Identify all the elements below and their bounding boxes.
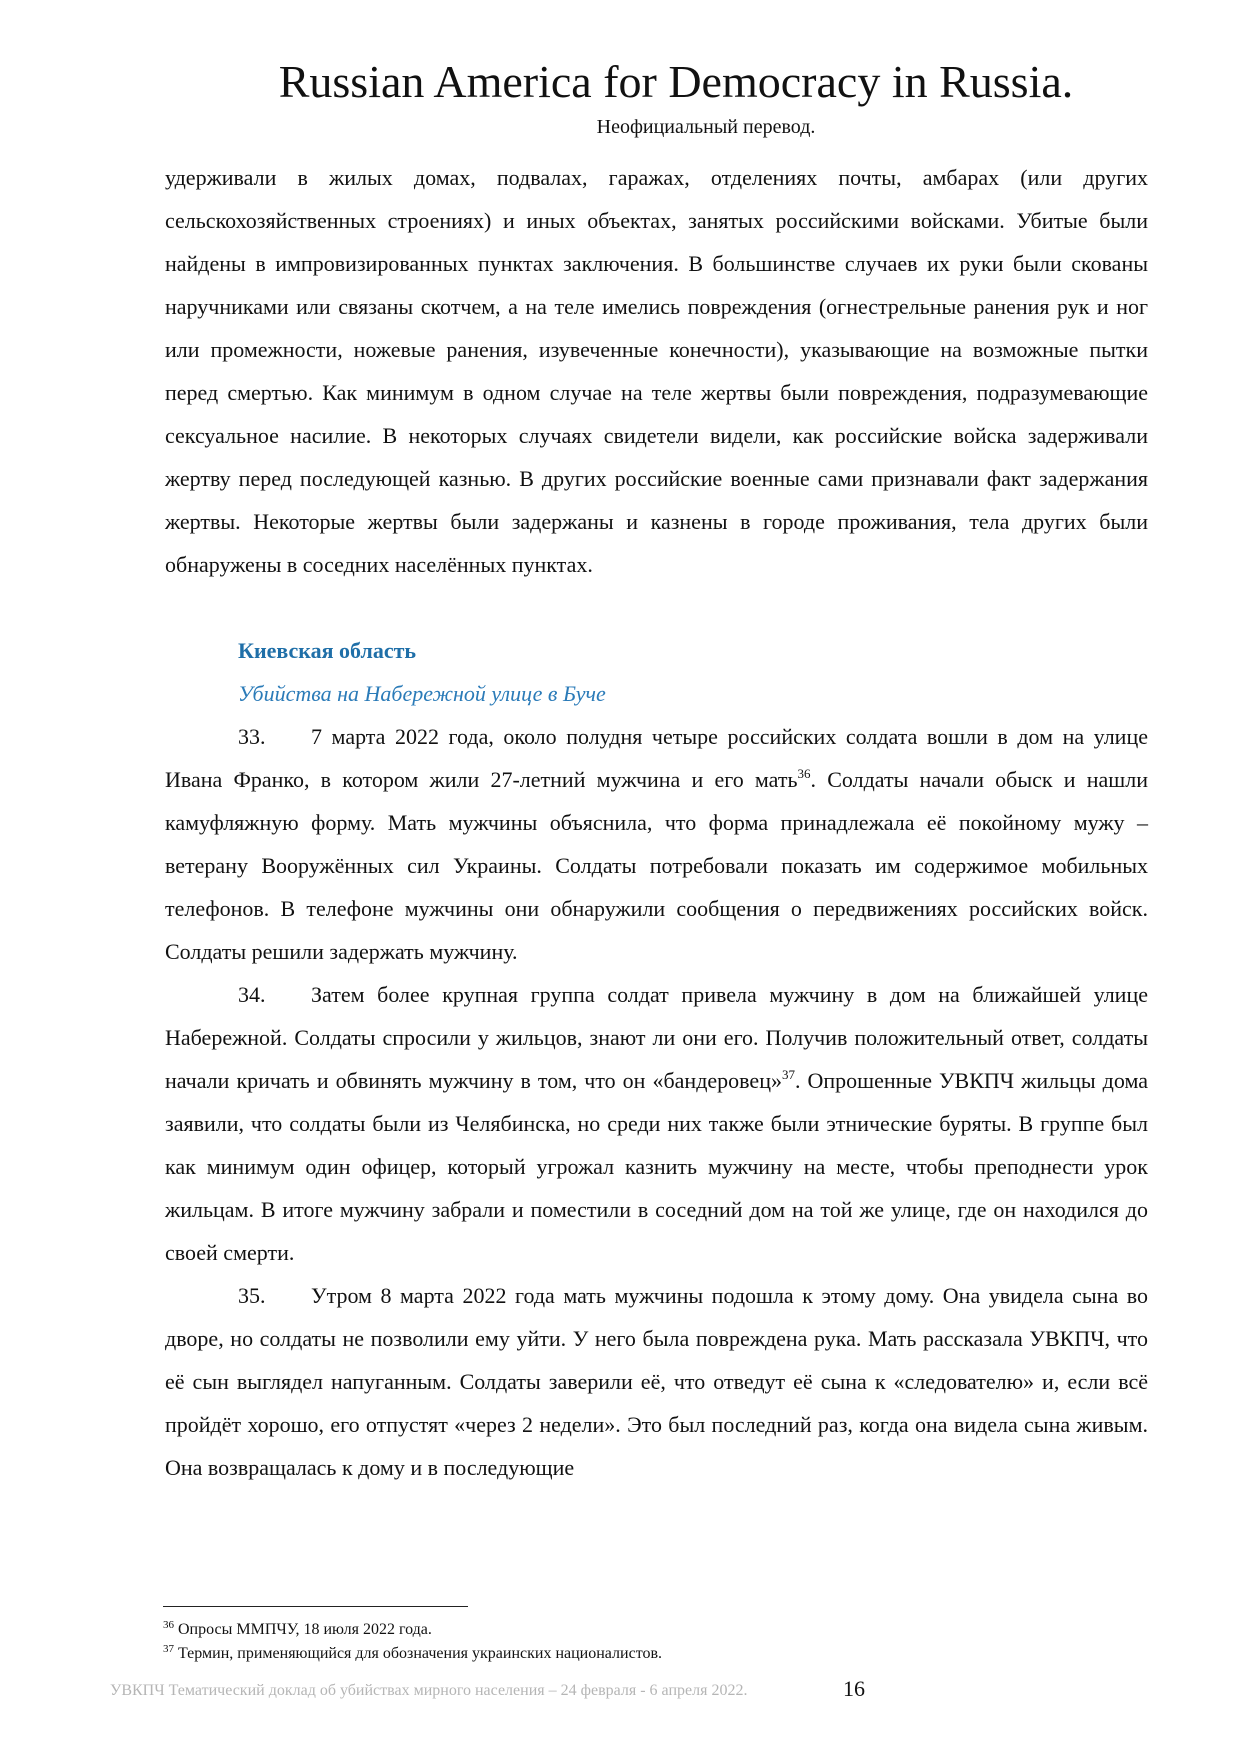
spacer [165, 586, 1148, 629]
paragraph-33 [165, 715, 1148, 973]
paragraph-number: 33. [238, 724, 266, 749]
paragraph-text: 7 марта 2022 года, около полудня четыре российских солдата вошли в дом на улице Ивана Франко, в котором жили 27-летний мужчина и его мать [165, 724, 1148, 792]
footnote-number: 37 [163, 1643, 174, 1655]
paragraph-text-cont: . Солдаты начали обыск и нашли камуфляжную форму. Мать мужчины объяснила, что форма принадлежала её покойному мужу – ветерану Вооружённых сил Украины. Солдаты потребовали показать им содержимое мобильных телефонов. В телефоне мужчины они обнаружили сообщения о передвижениях российских войск. Солдаты решили задержать мужчину. [165, 767, 1149, 964]
footnote-number: 36 [163, 1619, 174, 1631]
paragraph-number: 34. [238, 982, 266, 1007]
page-footer-text: УВКПЧ Тематический доклад об убийствах мирного населения – 24 февраля - 6 апреля 2022. [110, 1682, 748, 1699]
paragraph-34 [165, 973, 1148, 1274]
footnote-separator [163, 1606, 468, 1607]
paragraph-number: 35. [238, 1283, 266, 1308]
paragraph-text: Утром 8 марта 2022 года мать мужчины подошла к этому дому. Она увидела сына во дворе, но солдаты не позволили ему уйти. У него была повреждена рука. Мать рассказала УВКПЧ, что её сын выглядел напуганным. Солдаты заверили её, что отведут её сына к «следователю» и, если всё пройдёт хорошо, его отпустят «через 2 недели». Это был последний раз, когда она видела сына живым. Она возвращалась к дому и в последующие [165, 1283, 1148, 1480]
document-header-title: Russian America for Democracy in Russia. [278, 56, 1074, 107]
intro-paragraph: удерживали в жилых домах, подвалах, гаражах, отделениях почты, амбарах (или других сельскохозяйственных строениях) и иных объектах, занятых российскими войсками. Убитые были найдены в импровизированных пунктах заключения. В большинстве случаев их руки были скованы наручниками или связаны скотчем, а на теле имелись повреждения (огнестрельные ранения рук и ног или промежности, ножевые ранения, изувеченные конечности), указывающие на возможные пытки перед смертью. Как минимум в одном случае на теле жертвы были повреждения, подразумевающие сексуальное насилие. В некоторых случаях свидетели видели, как российские войска задерживали жертву перед последующей казнью. В других российские военные сами признавали факт задержания жертвы. Некоторые жертвы были задержаны и казнены в городе проживания, тела других были обнаружены в соседних населённых пунктах. [165, 165, 1148, 577]
footnote-ref-37[interactable]: 37 [781, 1067, 795, 1082]
paragraph-text: Затем более крупная группа солдат привела мужчину в дом на ближайшей улице Набережной. Солдаты спросили у жильцов, знают ли они его. Получив положительный ответ, солдаты начали кричать и обвинять мужчину в том, что он «бандеровец» [165, 982, 1148, 1093]
section-heading: Киевская область [238, 638, 417, 663]
section-subheading: Убийства на Набережной улице в Буче [238, 681, 606, 706]
document-body [165, 156, 1148, 1489]
footnote-36 [163, 1618, 1063, 1642]
footnote-text: Термин, применяющийся для обозначения украинских националистов. [178, 1645, 663, 1662]
paragraph-text-cont: . Опрошенные УВКПЧ жильцы дома заявили, что солдаты были из Челябинска, но среди них также были этнические буряты. В группе был как минимум один офицер, который угрожал казнить мужчину на месте, чтобы преподнести урок жильцам. В итоге мужчину забрали и поместили в соседний дом на той же улице, где он находился до своей смерти. [165, 1068, 1148, 1265]
footnote-text: Опросы ММПЧУ, 18 июля 2022 года. [178, 1621, 432, 1638]
paragraph-35 [165, 1274, 1148, 1489]
footnote-ref-36[interactable]: 36 [797, 766, 811, 781]
document-header-subtitle: Неофициальный перевод. [596, 116, 816, 138]
page-number: 16 [843, 1676, 865, 1701]
footnotes [163, 1618, 1063, 1666]
footnote-37 [163, 1642, 1063, 1666]
